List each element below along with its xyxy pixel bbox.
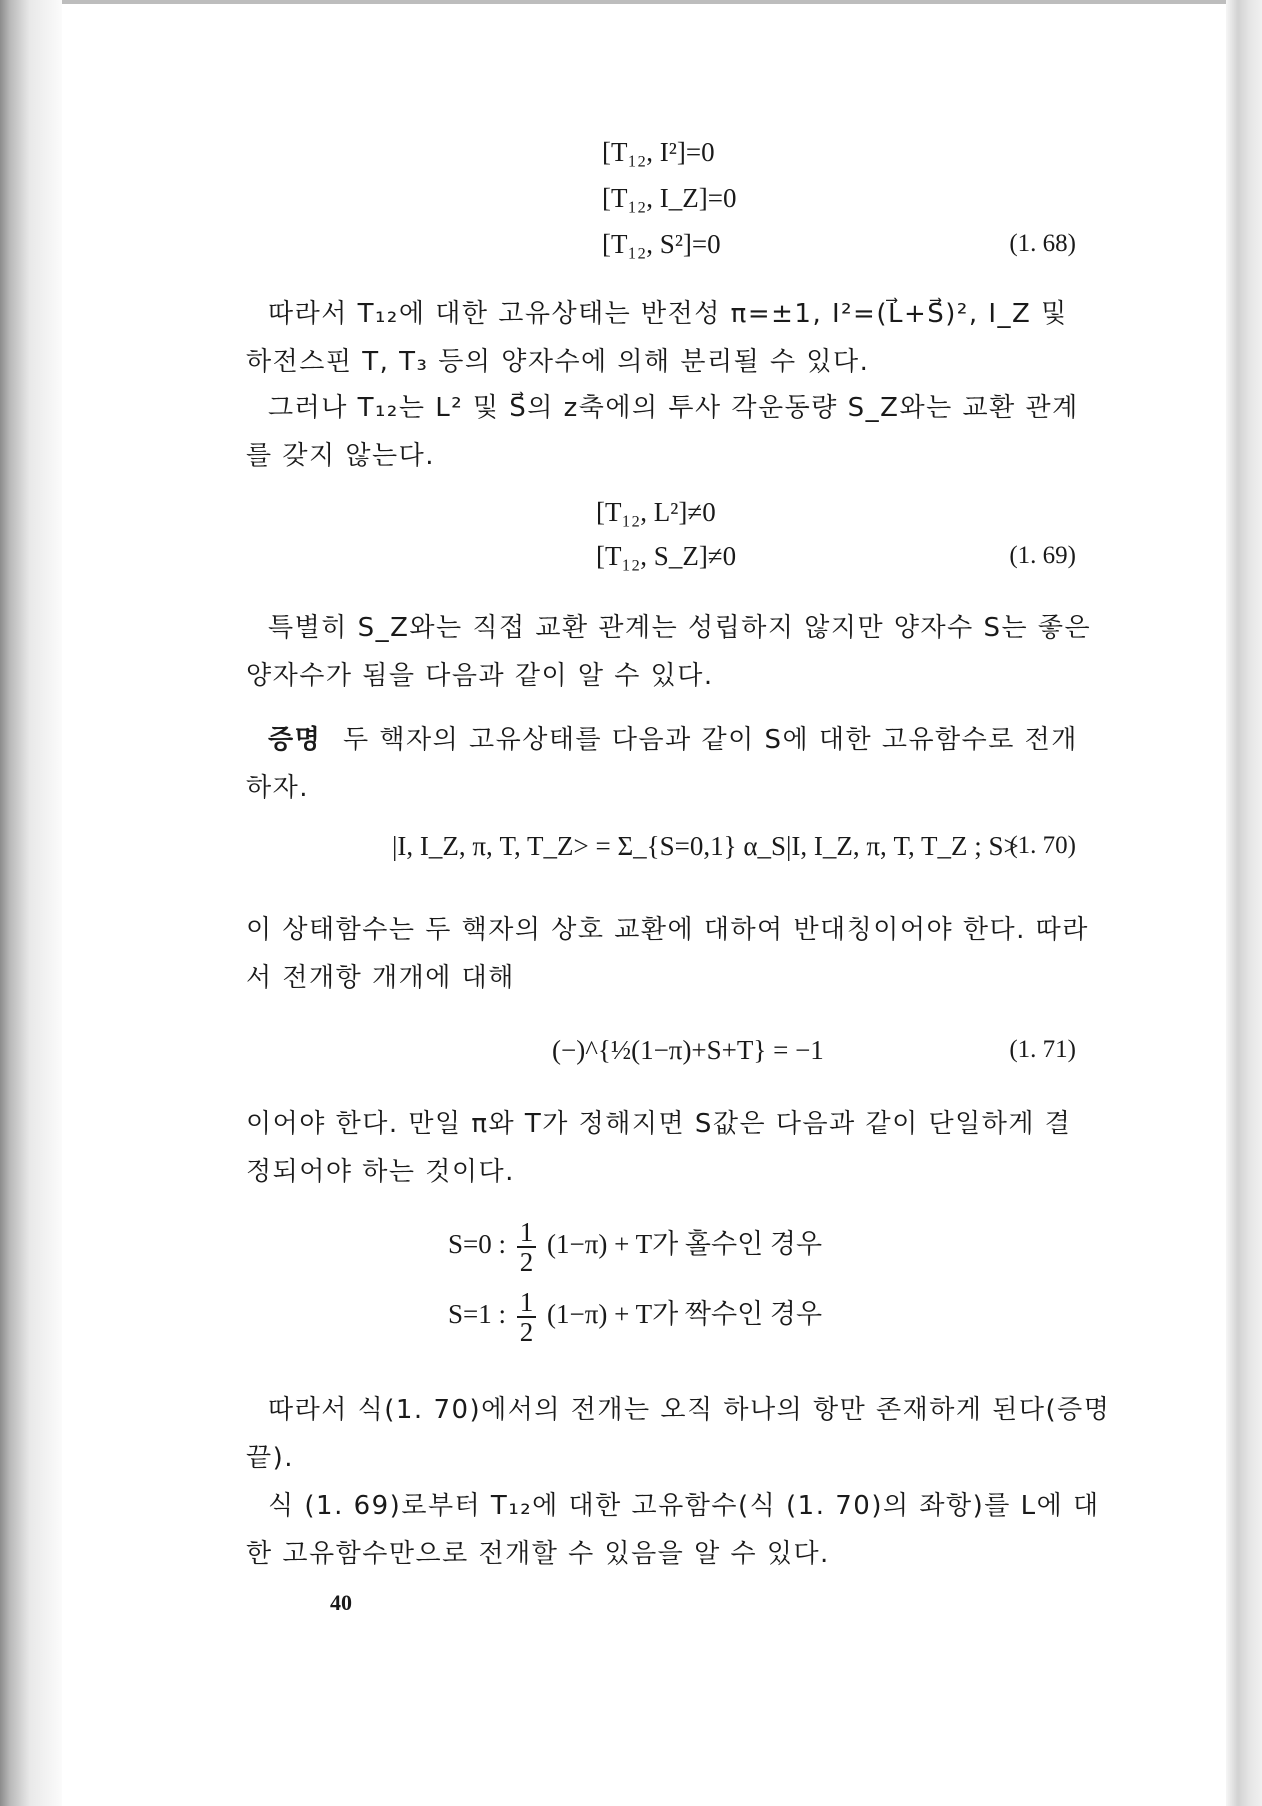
fraction-numerator: 1 <box>517 1218 537 1248</box>
fraction-numerator: 1 <box>517 1288 537 1318</box>
equation-1-70: |I, I_Z, π, T, T_Z> = Σ_{S=0,1} α_S|I, I_Z, π, T, T_Z ; S> <box>392 831 1019 861</box>
page-number: 40 <box>330 1590 352 1615</box>
paragraph-line: 이어야 한다. 만일 π와 T가 정해지면 S값은 다음과 같이 단일하게 결 <box>246 1109 1072 1139</box>
equation-number-1-70: (1. 70) <box>1009 832 1076 859</box>
fraction-denominator: 2 <box>519 1316 534 1347</box>
paragraph-line: 끝). <box>246 1443 295 1473</box>
paragraph-line: 따라서 T₁₂에 대한 고유상태는 반전성 π=±1, I²=(L⃗+S⃗)², I_Z 및 <box>268 299 1068 329</box>
paragraph-line <box>246 716 1226 764</box>
case-s0-rhs: (1−π) + T가 홀수인 경우 <box>547 1229 823 1259</box>
paragraph-line: 식 (1. 69)로부터 T₁₂에 대한 고유함수(식 (1. 70)의 좌항)를 L에 대 <box>268 1491 1100 1521</box>
equation-number-1-68: (1. 68) <box>1009 230 1076 257</box>
paragraph-line: 하전스핀 T, T₃ 등의 양자수에 의해 분리될 수 있다. <box>246 347 870 377</box>
equation-number-1-71: (1. 71) <box>1009 1036 1076 1063</box>
paragraph-line: 서 전개항 개개에 대해 <box>246 963 515 993</box>
book-binding-shadow <box>0 0 62 1806</box>
paragraph-line: 한 고유함수만으로 전개할 수 있음을 알 수 있다. <box>246 1539 830 1569</box>
equation-1-71: (−)^{½(1−π)+S+T} = −1 <box>552 1035 824 1065</box>
equation-1-69-a: [T₁₂, L²]≠0 <box>596 497 716 527</box>
page-right-edge <box>1226 0 1262 1806</box>
fraction-one-half <box>517 1288 537 1346</box>
case-s0-lhs: S=0 : <box>448 1229 506 1259</box>
case-s1-lhs: S=1 : <box>448 1299 506 1329</box>
fraction-one-half <box>517 1218 537 1276</box>
equation-1-68-b: [T₁₂, I_Z]=0 <box>602 183 737 213</box>
case-s1 <box>448 1284 822 1346</box>
proof-text: 두 핵자의 고유상태를 다음과 같이 S에 대한 고유함수로 전개 <box>343 725 1078 755</box>
paragraph-line: 하자. <box>246 773 309 803</box>
fraction-denominator: 2 <box>519 1246 534 1277</box>
paragraph-line: 특별히 S_Z와는 직접 교환 관계는 성립하지 않지만 양자수 S는 좋은 <box>268 613 1092 643</box>
book-page <box>62 4 1226 1806</box>
equation-1-68-c: [T₁₂, S²]=0 <box>602 229 721 259</box>
equation-1-68-a: [T₁₂, I²]=0 <box>602 137 715 167</box>
equation-1-69-b: [T₁₂, S_Z]≠0 <box>596 541 737 571</box>
case-s1-rhs: (1−π) + T가 짝수인 경우 <box>547 1299 823 1329</box>
case-s0 <box>448 1214 822 1276</box>
paragraph-line: 그러나 T₁₂는 L² 및 S⃗의 z축에의 투사 각운동량 S_Z와는 교환 관계 <box>268 393 1079 423</box>
paragraph-line: 양자수가 됨을 다음과 같이 알 수 있다. <box>246 661 714 691</box>
paragraph-line: 따라서 식(1. 70)에서의 전개는 오직 하나의 항만 존재하게 된다(증명 <box>268 1395 1111 1425</box>
paragraph-line: 이 상태함수는 두 핵자의 상호 교환에 대하여 반대칭이어야 한다. 따라 <box>246 915 1089 945</box>
paragraph-line: 정되어야 하는 것이다. <box>246 1157 515 1187</box>
proof-label: 증명 <box>268 725 322 755</box>
paragraph-line: 를 갖지 않는다. <box>246 441 435 471</box>
equation-number-1-69: (1. 69) <box>1009 542 1076 569</box>
